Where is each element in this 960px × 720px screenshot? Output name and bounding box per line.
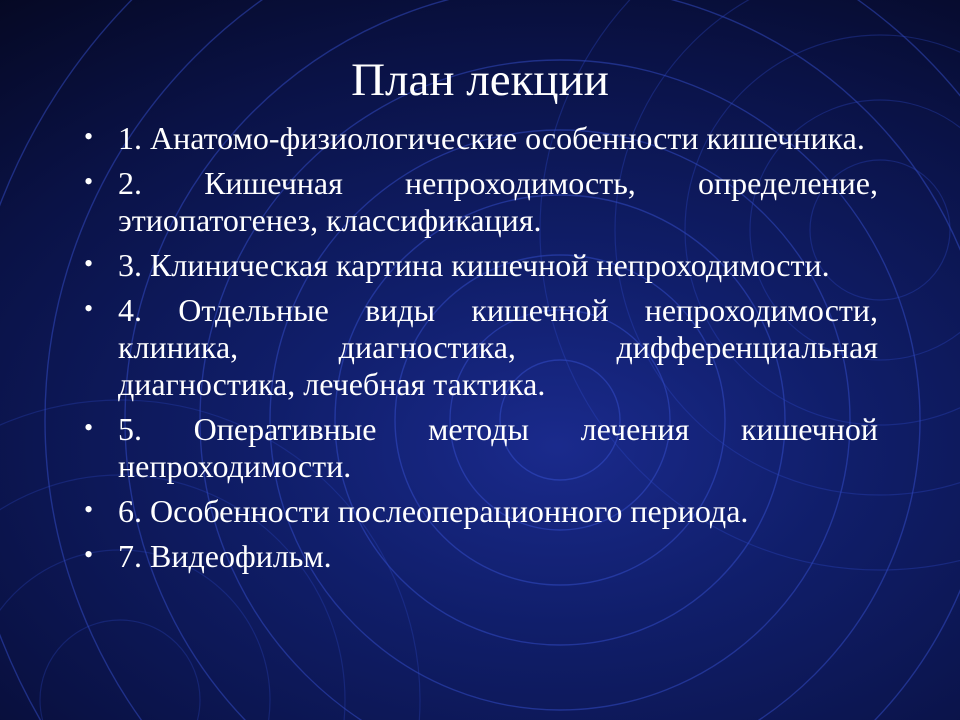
- list-item-text: 3. Клиническая картина кишечной непроходимости.: [118, 247, 830, 283]
- bullet-icon: •: [84, 122, 94, 151]
- bullet-icon: •: [84, 495, 94, 524]
- list-item: [80, 493, 878, 530]
- list-item: [80, 165, 878, 239]
- list-item-text: 4. Отдельные виды кишечной непроходимости, клиника, диагностика, дифференциальная диагностика, лечебная тактика.: [118, 292, 878, 402]
- list-item-text: 7. Видеофильм.: [118, 538, 332, 574]
- bullet-icon: •: [84, 249, 94, 278]
- list-item-text: 5. Оперативные методы лечения кишечной непроходимости.: [118, 411, 878, 484]
- list-item: [80, 120, 878, 157]
- bullet-icon: •: [84, 294, 94, 323]
- bullet-icon: •: [84, 413, 94, 442]
- bullet-icon: •: [84, 540, 94, 569]
- slide-title: План лекции: [351, 54, 609, 106]
- list-item: [80, 247, 878, 284]
- bullet-icon: •: [84, 167, 94, 196]
- list-item-text: 6. Особенности послеоперационного периода.: [118, 493, 749, 529]
- list-item-text: 2. Кишечная непроходимость, определение, этиопатогенез, классификация.: [118, 165, 878, 238]
- list-item-text: 1. Анатомо-физиологические особенности кишечника.: [118, 120, 865, 156]
- list-item: [80, 538, 878, 575]
- list-item: [80, 292, 878, 403]
- list-item: [80, 411, 878, 485]
- lecture-plan-list: [80, 120, 878, 583]
